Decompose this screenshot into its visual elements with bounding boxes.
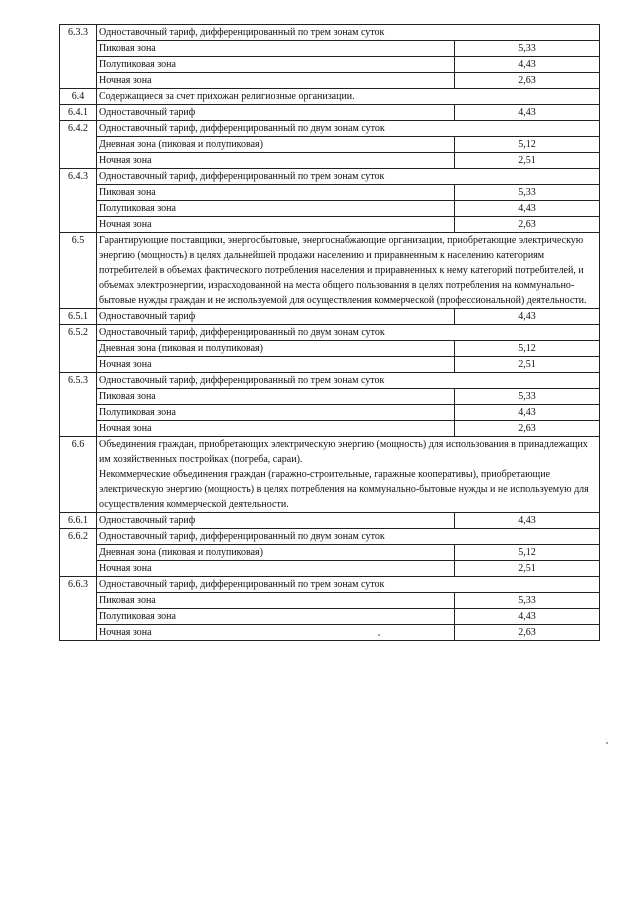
section-description: Гарантирующие поставщики, энергосбытовые, энергоснабжающие организации, приобретающие электрическую энергию (мощность) в целях дальнейшей продажи населению и приравненным к населению категориям потребителей в объемах фактического потребления населения и приравненных к нему категорий потребителей, и объемах электроэнергии, израсходованной на места общего пользования в целях потребления на коммунально-бытовые нужды граждан и не используемой для осуществления коммерческой (профессиональной) деятельности.	[97, 233, 600, 309]
tariff-value: 5,12	[455, 545, 600, 561]
row-description: Ночная зона	[97, 357, 455, 373]
table-row	[60, 89, 600, 105]
tariff-value: 4,43	[455, 105, 600, 121]
tariff-value: 5,33	[455, 389, 600, 405]
section-paragraph: Объединения граждан, приобретающих электрическую энергию (мощность) для использования в принадлежащих им хозяйственных постройках (погреба, сараи).	[99, 439, 588, 465]
tariff-value: 2,51	[455, 561, 600, 577]
table-row	[60, 325, 600, 341]
scan-speck	[378, 634, 380, 636]
tariff-value: 5,33	[455, 41, 600, 57]
table-row	[60, 609, 600, 625]
section-description	[97, 437, 600, 513]
scan-speck	[606, 742, 608, 744]
table-row	[60, 153, 600, 169]
row-description: Одноставочный тариф, дифференцированный по трем зонам суток	[97, 373, 600, 389]
section-title: Содержащиеся за счет прихожан религиозные организации.	[97, 89, 600, 105]
table-row	[60, 389, 600, 405]
table-row	[60, 105, 600, 121]
tariff-value: 4,43	[455, 57, 600, 73]
tariff-table	[59, 24, 600, 641]
row-number: 6.4	[60, 89, 97, 105]
table-row	[60, 137, 600, 153]
table-row	[60, 625, 600, 641]
table-row	[60, 57, 600, 73]
table-row	[60, 25, 600, 41]
row-description: Ночная зона	[97, 217, 455, 233]
tariff-value: 2,51	[455, 357, 600, 373]
table-row	[60, 341, 600, 357]
row-description: Ночная зона	[97, 421, 455, 437]
table-row	[60, 577, 600, 593]
tariff-value: 2,63	[455, 73, 600, 89]
table-row	[60, 513, 600, 529]
row-description: Одноставочный тариф, дифференцированный по трем зонам суток	[97, 169, 600, 185]
row-description: Одноставочный тариф, дифференцированный по двум зонам суток	[97, 121, 600, 137]
row-number: 6.6	[60, 437, 97, 513]
table-row	[60, 421, 600, 437]
table-row	[60, 169, 600, 185]
row-description: Одноставочный тариф	[97, 513, 455, 529]
row-description: Ночная зона	[97, 153, 455, 169]
table-row	[60, 373, 600, 389]
tariff-value: 2,51	[455, 153, 600, 169]
table-row	[60, 185, 600, 201]
tariff-value: 2,63	[455, 421, 600, 437]
section-paragraph: Некоммерческие объединения граждан (гаражно-строительные, гаражные кооперативы), приобретающие электрическую энергию (мощность) в целях потребления на коммунально-бытовые нужды и не используемую для осуществления коммерческой деятельности.	[99, 469, 589, 510]
row-description: Одноставочный тариф, дифференцированный по двум зонам суток	[97, 529, 600, 545]
table-row	[60, 405, 600, 421]
table-row	[60, 121, 600, 137]
tariff-value: 4,43	[455, 513, 600, 529]
table-row	[60, 309, 600, 325]
tariff-value: 4,43	[455, 309, 600, 325]
row-number: 6.4.2	[60, 121, 97, 169]
table-row	[60, 529, 600, 545]
row-number: 6.5.1	[60, 309, 97, 325]
row-description: Одноставочный тариф, дифференцированный по двум зонам суток	[97, 325, 600, 341]
row-description: Ночная зона	[97, 625, 455, 641]
row-description: Дневная зона (пиковая и полупиковая)	[97, 341, 455, 357]
row-description: Дневная зона (пиковая и полупиковая)	[97, 137, 455, 153]
tariff-value: 2,63	[455, 217, 600, 233]
document-page	[59, 24, 600, 641]
row-number: 6.6.3	[60, 577, 97, 641]
row-description: Одноставочный тариф	[97, 309, 455, 325]
row-description: Полупиковая зона	[97, 609, 455, 625]
tariff-value: 4,43	[455, 609, 600, 625]
row-description: Одноставочный тариф	[97, 105, 455, 121]
table-row	[60, 217, 600, 233]
tariff-value: 4,43	[455, 201, 600, 217]
table-row	[60, 545, 600, 561]
row-number: 6.5	[60, 233, 97, 309]
table-row	[60, 437, 600, 513]
tariff-value: 4,43	[455, 405, 600, 421]
row-description: Ночная зона	[97, 561, 455, 577]
row-description: Пиковая зона	[97, 593, 455, 609]
tariff-value: 2,63	[455, 625, 600, 641]
row-number: 6.6.1	[60, 513, 97, 529]
row-description: Пиковая зона	[97, 185, 455, 201]
row-description: Одноставочный тариф, дифференцированный по трем зонам суток	[97, 25, 600, 41]
table-row	[60, 561, 600, 577]
table-row	[60, 41, 600, 57]
row-number: 6.3.3	[60, 25, 97, 89]
row-description: Дневная зона (пиковая и полупиковая)	[97, 545, 455, 561]
table-row	[60, 233, 600, 309]
tariff-value: 5,12	[455, 341, 600, 357]
row-number: 6.4.1	[60, 105, 97, 121]
table-row	[60, 593, 600, 609]
row-number: 6.4.3	[60, 169, 97, 233]
table-row	[60, 73, 600, 89]
row-description: Одноставочный тариф, дифференцированный по трем зонам суток	[97, 577, 600, 593]
table-row	[60, 201, 600, 217]
row-description: Ночная зона	[97, 73, 455, 89]
tariff-value: 5,33	[455, 593, 600, 609]
table-row	[60, 357, 600, 373]
row-description: Пиковая зона	[97, 41, 455, 57]
tariff-value: 5,12	[455, 137, 600, 153]
row-description: Полупиковая зона	[97, 57, 455, 73]
row-description: Полупиковая зона	[97, 405, 455, 421]
row-description: Полупиковая зона	[97, 201, 455, 217]
row-description: Пиковая зона	[97, 389, 455, 405]
row-number: 6.5.2	[60, 325, 97, 373]
tariff-value: 5,33	[455, 185, 600, 201]
row-number: 6.5.3	[60, 373, 97, 437]
row-number: 6.6.2	[60, 529, 97, 577]
